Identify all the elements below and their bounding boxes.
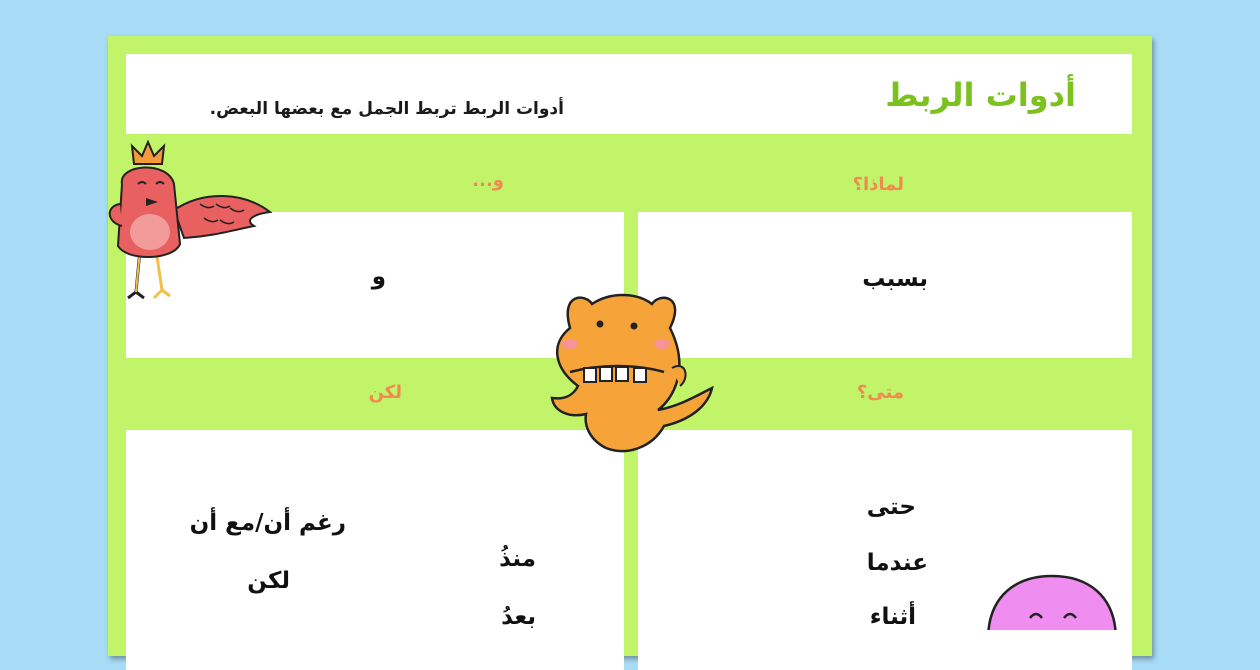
label-when: متى؟	[856, 382, 904, 403]
word-because: بسبب	[862, 266, 928, 292]
word-while: أثناء	[869, 604, 916, 630]
orange-ghost-illustration	[540, 288, 724, 458]
label-why: لماذا؟	[852, 174, 904, 195]
card-when	[638, 430, 1132, 670]
label-and: و...	[472, 170, 504, 191]
page-title: أدوات الربط	[885, 76, 1076, 114]
word-although: رغم أن/مع أن	[189, 510, 346, 536]
word-since: منذُ	[499, 546, 536, 572]
word-and: و	[371, 264, 386, 290]
word-until: حتى	[866, 494, 916, 520]
card-but	[126, 430, 624, 670]
purple-blob-illustration	[984, 574, 1120, 630]
label-but: لكن	[368, 382, 402, 403]
bird-creature-illustration	[104, 140, 276, 304]
word-but: لكن	[247, 568, 290, 594]
word-when: عندما	[866, 550, 928, 576]
page-subtitle: أدوات الربط تربط الجمل مع بعضها البعض.	[209, 99, 564, 119]
header-box	[126, 54, 1132, 134]
word-after: بعدُ	[501, 604, 536, 630]
